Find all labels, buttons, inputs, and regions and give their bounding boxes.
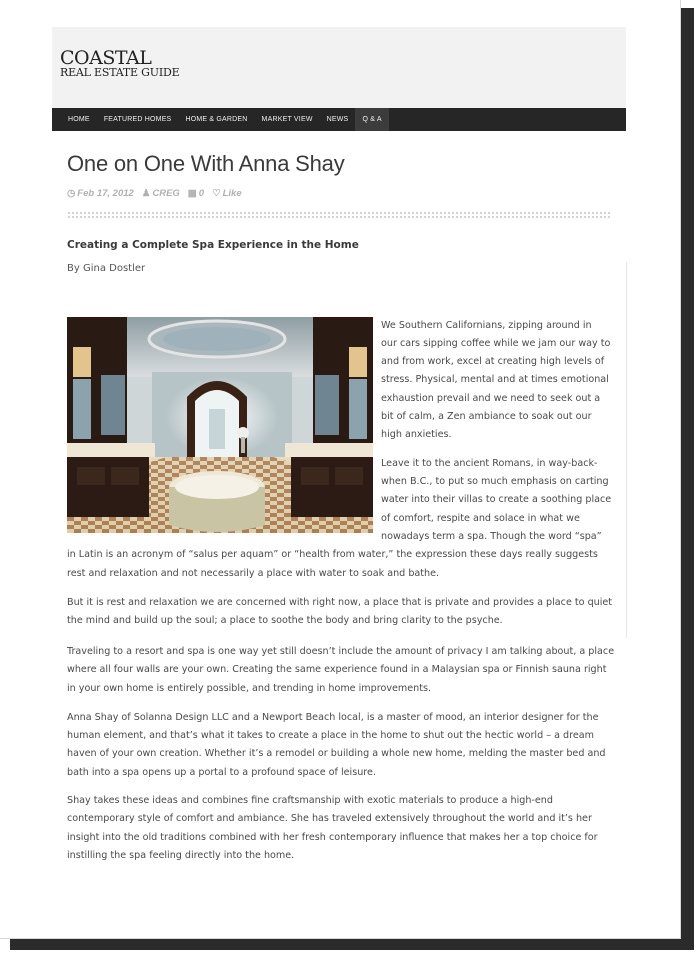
meta-comments-text: 0 — [198, 188, 205, 199]
para4-line: Traveling to a resort and spa is one way yet still doesn’t include the amount of privacy I am talking about, a place — [67, 646, 615, 657]
site-header — [52, 27, 626, 108]
meta-like-text: Like — [222, 188, 242, 199]
para2-line: Leave it to the ancient Romans, in way-back- — [381, 458, 598, 469]
logo-line2: REAL ESTATE GUIDE — [60, 66, 180, 79]
para2-line: in Latin is an acronym of “salus per aquam” or “health from water,” the expression these days really suggests — [67, 549, 598, 560]
meta-author[interactable] — [142, 188, 180, 199]
article-byline: By Gina Dostler — [67, 263, 146, 274]
meta-date-text: Feb 17, 2012 — [77, 188, 134, 199]
para4-line: where all four walls are your own. Creating the same experience found in a Malaysian spa or Finnish sauna right — [67, 664, 607, 675]
nav-item-featured-homes[interactable]: FEATURED HOMES — [103, 116, 172, 123]
para1-line: We Southern Californians, zipping around in — [381, 320, 592, 331]
user-icon: ♟ — [141, 188, 151, 199]
para1-line: bit of calm, a Zen ambiance to soak out our — [381, 411, 592, 422]
para1-line: our cars sipping coffee while we jam our way to — [381, 338, 611, 349]
para2-line: rest and relaxation and not necessarily a place with water to soak and bathe. — [67, 568, 440, 579]
meta-date[interactable] — [67, 188, 134, 199]
para2-line: nowadays term a spa. Though the word “spa” — [381, 531, 602, 542]
para2-line: when B.C., to put so much emphasis on carting — [381, 476, 609, 487]
nav-item-qa[interactable]: Q & A — [355, 108, 388, 131]
para6-line: Shay takes these ideas and combines fine craftsmanship with exotic materials to produce a high-end — [67, 795, 553, 806]
para5-line: Anna Shay of Solanna Design LLC and a Newport Beach local, is a master of mood, an interior designer for the — [67, 712, 599, 723]
comment-icon: ▩ — [187, 188, 197, 199]
para2-line: of comfort, respite and solace in what we — [381, 513, 580, 524]
sidebar-divider — [626, 262, 627, 638]
article-meta — [67, 188, 242, 199]
dotted-divider — [67, 211, 612, 220]
article-title: One on One With Anna Shay — [67, 151, 345, 176]
para5-line: bath into a spa opens up a portal to a profound space of leisure. — [67, 767, 376, 778]
para1-line: high anxieties. — [381, 429, 452, 440]
nav-item-news[interactable]: NEWS — [326, 116, 349, 123]
para5-line: haven of your own creation. Whether it’s a remodel or building a whole new home, melding the master bed and — [67, 748, 606, 759]
logo-line1: COASTAL — [60, 47, 152, 69]
para6-line: contemporary style of comfort and ambiance. She has traveled extensively throughout the world and it’s her — [67, 813, 592, 824]
para6-line: instilling the spa feeling directly into the home. — [67, 850, 295, 861]
nav-item-home-garden[interactable]: HOME & GARDEN — [185, 116, 248, 123]
para3-line: the mind and build up the soul; a place to soothe the body and bring clarity to the psyche. — [67, 615, 503, 626]
heart-icon: ♡ — [212, 188, 221, 199]
meta-comments[interactable] — [188, 188, 204, 199]
para1-line: and from work, excel at creating high levels of — [381, 356, 605, 367]
site-logo[interactable] — [60, 49, 179, 78]
meta-like[interactable] — [212, 188, 242, 199]
para3-line: But it is rest and relaxation we are concerned with right now, a place that is private and provides a place to quiet — [67, 597, 613, 608]
bathroom-spa-photo — [67, 317, 373, 533]
clock-icon: ◷ — [67, 188, 76, 199]
main-nav — [52, 108, 626, 131]
nav-item-market-view[interactable]: MARKET VIEW — [261, 116, 313, 123]
article-subheading: Creating a Complete Spa Experience in the Home — [67, 239, 359, 251]
para5-line: human element, and that’s what it takes to create a place in the home to shut out the hectic world – a dream — [67, 730, 594, 741]
nav-item-home[interactable]: HOME — [68, 116, 90, 123]
para6-line: insight into the old traditions combined with her fresh contemporary influence that makes her a top choice for — [67, 832, 598, 843]
meta-author-text: CREG — [152, 188, 180, 199]
para1-line: exhaustion prevail and we need to seek out a — [381, 393, 601, 404]
para2-line: water into their villas to create a soothing place — [381, 494, 612, 505]
para4-line: in your own home is entirely possible, and trending in home improvements. — [67, 683, 432, 694]
para1-line: stress. Physical, mental and at times emotional — [381, 374, 609, 385]
